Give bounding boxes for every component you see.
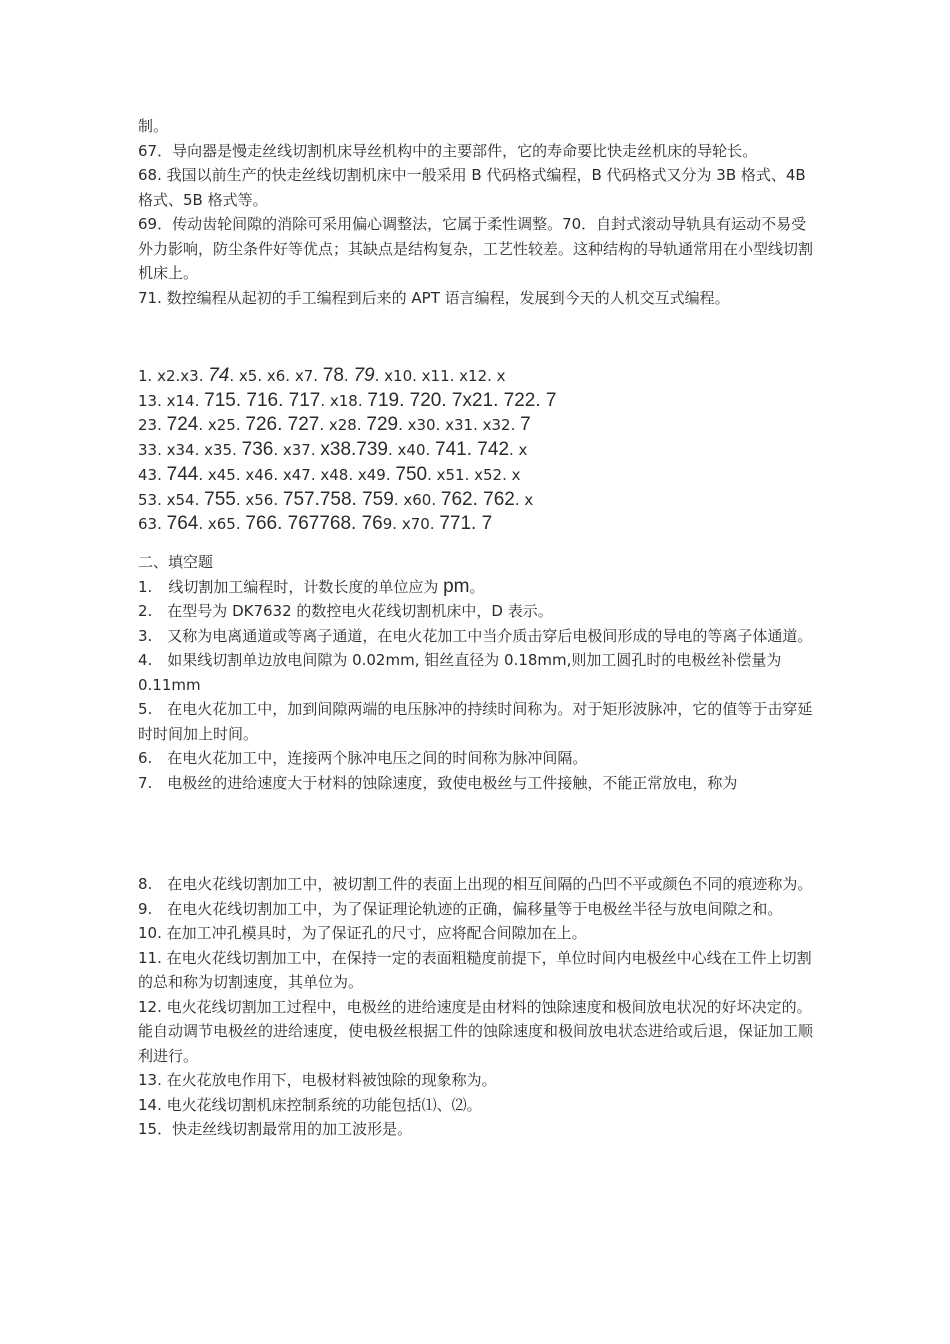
question-item: 9. 在电火花线切割加工中，为了保证理论轨迹的正确，偏移量等于电极丝半径与放电间隙之和。 — [138, 899, 783, 918]
question-item: 6. 在电火花加工中，连接两个脉冲电压之间的时间称为脉冲间隔。 — [138, 749, 588, 767]
section-fill-blank — [138, 550, 818, 795]
section-true-false-tail — [138, 114, 818, 310]
section-fill-blank-continued — [138, 872, 818, 1142]
answer-text: . x51. x52. x — [427, 465, 521, 484]
question-item: 12. 电火花线切割加工过程中，电极丝的进给速度是由材料的蚀除速度和极间放电状况的好坏决定的。能自动调节电极丝的进给速度，使电极丝根据工件的蚀除速度和极间放电状态进给或后退，保证加工顺利进行。 — [138, 997, 814, 1065]
answer-text: . x30. x31. x32. — [398, 416, 521, 435]
answer-text: 715. 716. 717 — [204, 389, 321, 411]
answer-text: 764 — [166, 513, 199, 535]
section-heading: 二、填空题 — [138, 553, 214, 571]
answer-line — [138, 463, 818, 488]
answer-line — [138, 389, 818, 414]
question-text: pm — [443, 575, 470, 597]
answer-key — [138, 364, 818, 537]
answer-text: 1. x2.x3. — [138, 367, 209, 385]
answer-text: 726. 727 — [245, 414, 320, 436]
question-text: 线切割加工编程时，计数长度的单位应为 — [168, 577, 444, 596]
answer-text: . x40. — [388, 441, 436, 460]
paragraph: 69．传动齿轮间隙的消除可采用偏心调整法，它属于柔性调整。70．自封式滚动导轨具有运动不易受外力影响，防尘条件好等优点；其缺点是结构复杂，工艺性较差。这种结构的导轨通常用在小型线切割机床上。 — [138, 215, 814, 282]
question-item: 11. 在电火花线切割加工中，在保持一定的表面粗糙度前提下，单位时间内电极丝中心线在工件上切割的总和称为切割速度，其单位为。 — [138, 948, 812, 991]
question-number: 1. — [138, 577, 153, 596]
answer-line — [138, 364, 818, 389]
paragraph: 68. 我国以前生产的快走丝线切割机床中一般采用 B 代码格式编程，B 代码格式又分为 3B 格式、4B 格式、5B 格式等。 — [138, 166, 806, 209]
question-item: 7. 电极丝的进给速度大于材料的蚀除速度，致使电极丝与工件接触，不能正常放电，称为 — [138, 773, 738, 792]
answer-text: 78 — [322, 365, 344, 386]
answer-text: . x60. — [393, 490, 441, 509]
answer-text: 23. — [138, 416, 167, 435]
answer-text: 79 — [353, 365, 375, 386]
answer-text: 744 — [166, 463, 199, 485]
question-text: 。 — [469, 577, 485, 596]
question-item: 10. 在加工冲孔模具时，为了保证孔的尺寸，应将配合间隙加在上。 — [138, 924, 587, 942]
answer-text: . x10. x11. x12. x — [374, 367, 506, 385]
answer-line — [138, 512, 818, 537]
answer-line — [138, 413, 818, 438]
answer-text: 750 — [395, 463, 428, 485]
answer-text: 736 — [241, 439, 274, 461]
question-item: 14. 电火花线切割机床控制系统的功能包括⑴、⑵。 — [138, 1095, 482, 1114]
answer-text: . x — [514, 490, 534, 509]
answer-line — [138, 488, 818, 513]
answer-text: x38.739 — [320, 439, 388, 461]
answer-text: 762. 762 — [440, 488, 515, 510]
paragraph: 67．导向器是慢走丝线切割机床导丝机构中的主要部件，它的寿命要比快走丝机床的导轮长。 — [138, 141, 758, 160]
answer-text: 741. 742 — [435, 439, 510, 461]
answer-text: 13. x14. — [138, 391, 205, 410]
answer-text: 771. 7 — [439, 513, 493, 535]
answer-text: 7 — [520, 414, 531, 436]
answer-text: . x — [509, 441, 528, 460]
answer-text: 63. — [138, 515, 167, 534]
answer-text: 33. x34. x35. — [138, 441, 242, 460]
question-item: 3. 又称为电离通道或等离子通道，在电火花加工中当介质击穿后电极间形成的导电的等离子体通道。 — [138, 626, 813, 645]
answer-text: 757.758. 759 — [282, 488, 394, 510]
answer-text: . x56. — [235, 490, 283, 509]
answer-line — [138, 438, 818, 463]
answer-text: . x18. — [320, 391, 368, 410]
answer-text: 755 — [204, 488, 236, 510]
answer-text: 53. x54. — [138, 490, 205, 509]
answer-text: . — [343, 367, 354, 385]
answer-text: . x65. — [198, 515, 246, 534]
answer-text: . x37. — [273, 441, 321, 460]
question-item: 8. 在电火花线切割加工中，被切割工件的表面上出现的相互间隔的凸凹不平或颜色不同的痕迹称为。 — [138, 875, 813, 893]
answer-text: 719. 720. 7x21. 722. 7 — [367, 389, 557, 411]
answer-text: 729 — [366, 414, 399, 436]
answer-text: 724 — [166, 414, 199, 436]
answer-text: . x28. — [319, 416, 367, 435]
answer-text: 9. x70. — [382, 515, 440, 534]
answer-text: . x5. x6. x7. — [229, 367, 323, 385]
question-item: 15．快走丝线切割最常用的加工波形是。 — [138, 1120, 413, 1138]
answer-text: . x25. — [198, 416, 246, 435]
question-item: 2. 在型号为 DK7632 的数控电火花线切割机床中，D 表示。 — [138, 602, 553, 620]
paragraph: 制。 — [138, 117, 169, 135]
question-item — [138, 575, 818, 600]
answer-text: 766. 767768. 76 — [245, 513, 383, 535]
answer-text: 43. — [138, 465, 167, 484]
paragraph: 71. 数控编程从起初的手工编程到后来的 APT 语言编程，发展到今天的人机交互式编程。 — [138, 288, 730, 307]
question-item: 13. 在火花放电作用下，电极材料被蚀除的现象称为。 — [138, 1071, 497, 1089]
answer-text: . x45. x46. x47. x48. x49. — [198, 465, 396, 484]
question-item: 4. 如果线切割单边放电间隙为 0.02mm, 钼丝直径为 0.18mm,则加工圆孔时的电极丝补偿量为 0.11mm — [138, 651, 782, 694]
answer-text: 74 — [208, 365, 230, 386]
question-item: 5. 在电火花加工中，加到间隙两端的电压脉冲的持续时间称为。对于矩形波脉冲，它的值等于击穿延时时间加上时间。 — [138, 700, 813, 743]
